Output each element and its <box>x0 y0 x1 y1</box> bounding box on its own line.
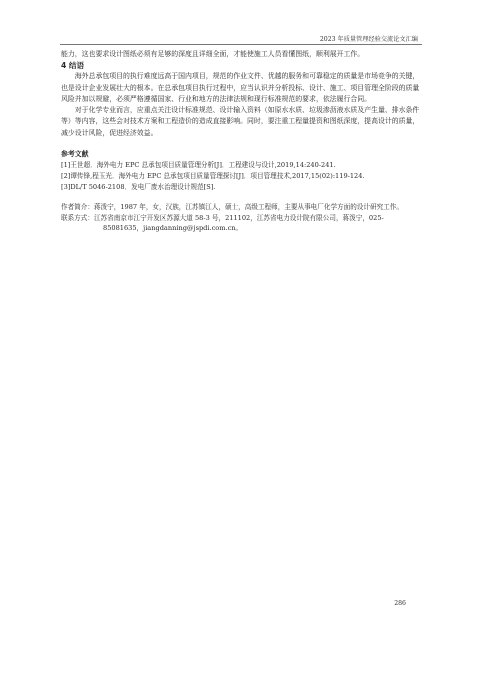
references-title: 参考文献 <box>61 150 89 159</box>
conclusion-paragraph-2: 对于化学专业而言，应重点关注设计标准规范、设计输入资料（如原水水质、垃圾渗沥液水质及产生量、排水条件等）等内容，这些会对技术方案和工程造价的造成直接影响。同时，要注重工程量提资和图纸深度，提高设计的质量，减少设计风险，促进经济效益。 <box>61 106 420 137</box>
section-heading-conclusion: 4 结语 <box>61 61 85 71</box>
author-bio-text: 蒋泼宁，1987 年，女，汉族，江苏镇江人，硕士，高级工程师，主要从事电厂化学方面的设计研究工作。 <box>93 203 403 212</box>
author-contact-text: 江苏省南京市江宁开发区苏源大道 58-3 号，211102，江苏省电力设计院有限公司，蒋泼宁，025-85081635，jiangdanning@jspdi.com.cn。 <box>93 213 384 233</box>
reference-item-3: [3]DL/T 5046-2108．发电厂废水治理设计规范[S]. <box>61 183 216 192</box>
author-bio <box>61 202 421 213</box>
author-info <box>61 202 421 234</box>
author-contact <box>61 213 421 234</box>
main-content <box>61 49 421 234</box>
page-number: 286 <box>394 600 406 607</box>
reference-item-1: [1]王世超．海外电力 EPC 总承包项目质量管理分析[J]．工程建设与设计,2019,14:240-241. <box>61 161 336 170</box>
author-contact-label: 联系方式： <box>61 213 94 222</box>
header-rule <box>60 44 422 45</box>
author-bio-label: 作者简介： <box>61 203 94 212</box>
reference-item-2: [2]谭传锋,程玉光．海外电力 EPC 总承包项目质量管理探讨[J]．项目管理技术,2017,15(02):119-124. <box>61 172 365 181</box>
continuation-paragraph: 能力，这也要求设计图纸必须有足够的深度且详细全面，才能使施工人员看懂图纸，顺利展开工作。 <box>61 50 365 58</box>
running-header: 2023 年质量管理经验交流论文汇编 <box>319 36 418 43</box>
conclusion-paragraph-1: 海外总承包项目的执行难度远高于国内项目，规范的作业文件、优越的服务和可靠稳定的质量是市场竞争的关键，也是设计企业发展壮大的根本。在总承包项目执行过程中，应当认识并分析投标、设计、施工、项目管理全阶段的质量风险并加以规避，必须严格遵循国家、行业和地方的法律法规和现行标准规范的要求，依法履行合同。 <box>61 72 420 103</box>
